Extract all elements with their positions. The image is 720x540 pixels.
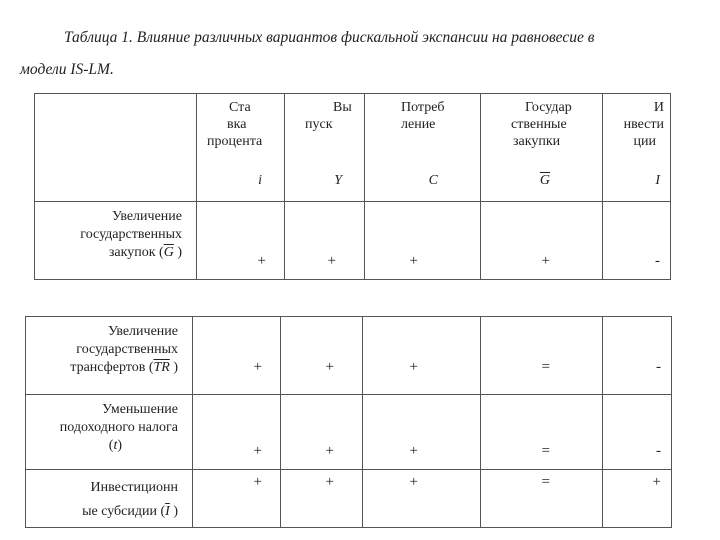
column-header	[481, 94, 603, 202]
cell-value: +	[193, 470, 281, 528]
column-header-line: Государ	[525, 100, 572, 115]
row-label-line: Уменьшение	[102, 402, 178, 417]
row-label-line: ые субсидии (	[82, 504, 166, 519]
row-label-line: государственных	[76, 342, 178, 357]
header-empty-cell	[35, 94, 197, 202]
table-row	[26, 395, 672, 470]
cell-value: +	[197, 202, 285, 280]
caption-line-1: Таблица 1. Влияние различных вариантов фискальной экспансии на равновесие в	[64, 29, 595, 46]
table-caption	[20, 22, 710, 86]
row-label-suffix: )	[177, 245, 182, 260]
column-symbol: C	[428, 173, 438, 188]
cell-value: +	[281, 395, 363, 470]
row-label-suffix: )	[173, 504, 178, 519]
column-header	[197, 94, 285, 202]
column-header-line: ление	[401, 117, 436, 132]
column-header-line: вка	[227, 117, 247, 132]
column-header	[603, 94, 671, 202]
row-label-symbol: $\overline{G}$	[163, 245, 174, 260]
column-header-line: ственные	[511, 117, 567, 132]
cell-value: +	[363, 470, 481, 528]
cell-value: =	[481, 470, 603, 528]
cell-value: +	[193, 317, 281, 395]
cell-value: +	[481, 202, 603, 280]
column-header-line: Вы	[333, 100, 352, 115]
row-label-line: государственных	[80, 227, 182, 242]
caption-line-2: модели IS-LM.	[20, 61, 114, 78]
row-label-line: Инвестиционн	[90, 480, 178, 495]
row-label-symbol: t	[113, 438, 118, 453]
row-label-line: подоходного налога	[59, 420, 178, 435]
column-header-line: И	[653, 100, 664, 115]
cell-value: =	[481, 317, 603, 395]
cell-value: +	[365, 202, 481, 280]
cell-value: =	[481, 395, 603, 470]
table-row	[26, 470, 672, 528]
column-header-line: Ста	[229, 100, 251, 115]
row-label	[26, 395, 193, 470]
cell-value: -	[603, 395, 672, 470]
cell-value: +	[281, 317, 363, 395]
row-label-suffix: )	[173, 360, 178, 375]
row-label	[35, 202, 197, 280]
row-label	[26, 470, 193, 528]
row-label-line: трансфертов (	[70, 360, 154, 375]
column-header-line: закупки	[513, 134, 561, 149]
cell-value: +	[281, 470, 363, 528]
column-header-line: Потреб	[401, 100, 445, 115]
column-header-line: пуск	[305, 117, 333, 132]
row-label-suffix: )	[117, 438, 122, 453]
cell-value: -	[603, 202, 671, 280]
row-label-line: Увеличение	[111, 209, 182, 224]
column-symbol: $\overline{G}$	[539, 173, 550, 188]
column-header	[285, 94, 365, 202]
column-header-line: ции	[633, 134, 656, 149]
column-header-line: нвести	[623, 117, 664, 132]
column-symbol: Y	[334, 173, 342, 188]
row-label	[26, 317, 193, 395]
header-row	[35, 94, 671, 202]
table-row	[35, 202, 671, 280]
row-label-symbol: $\overline{TR}$	[153, 360, 170, 375]
cell-value: +	[603, 470, 672, 528]
column-header-line: процента	[207, 134, 263, 149]
column-symbol: I	[655, 173, 660, 188]
cell-value: +	[363, 317, 481, 395]
row-label-line: закупок (	[108, 245, 164, 260]
table-government-purchases	[34, 93, 671, 280]
table-row	[26, 317, 672, 395]
column-symbol: i	[258, 173, 262, 188]
cell-value: +	[285, 202, 365, 280]
table-fiscal-variants	[25, 316, 672, 528]
row-label-line: (	[108, 438, 114, 453]
row-label-line: Увеличение	[107, 324, 178, 339]
column-header	[365, 94, 481, 202]
row-label-symbol: $\overline{I}$	[165, 504, 170, 519]
cell-value: +	[363, 395, 481, 470]
cell-value: +	[193, 395, 281, 470]
cell-value: -	[603, 317, 672, 395]
